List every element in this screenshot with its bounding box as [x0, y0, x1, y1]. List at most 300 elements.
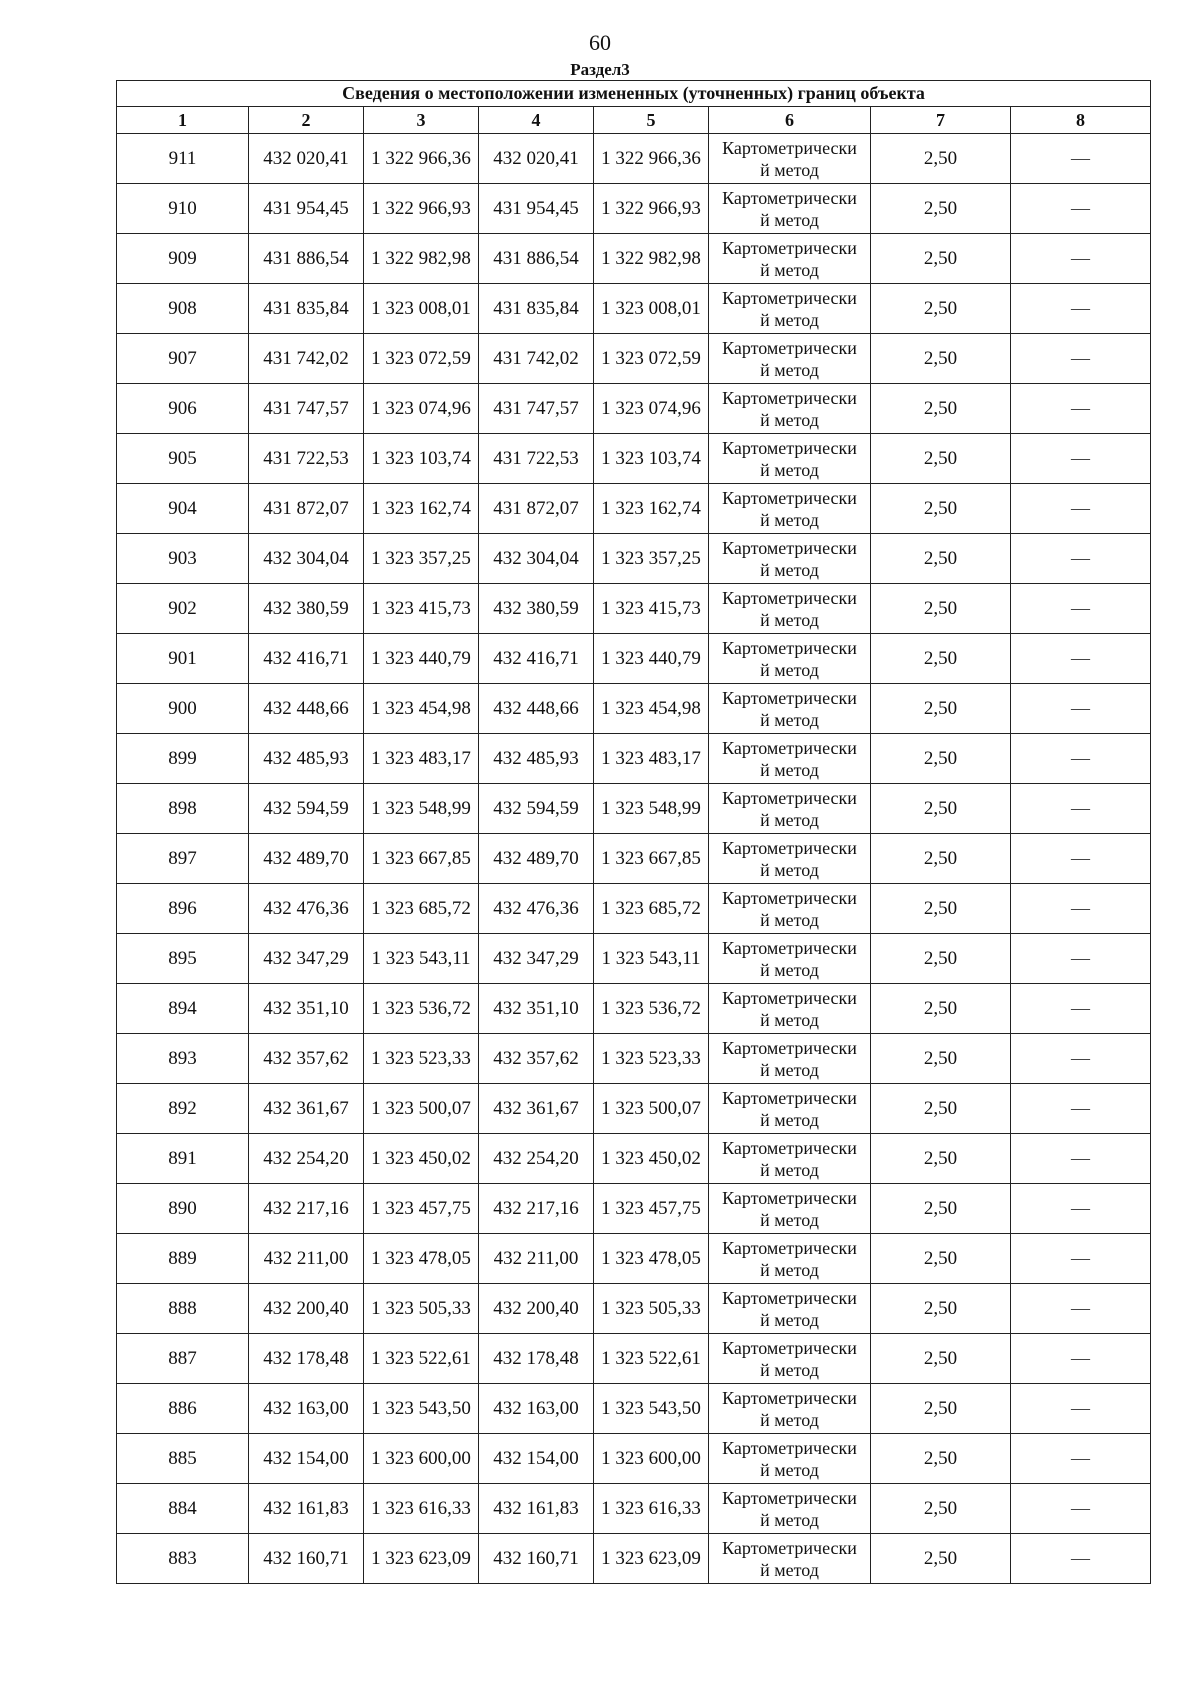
y-new-cell: 1 323 450,02 [594, 1134, 709, 1184]
point-number-cell: 889 [117, 1234, 249, 1284]
note-cell: — [1011, 484, 1151, 534]
note-cell: — [1011, 334, 1151, 384]
method-line-2: й метод [760, 759, 819, 780]
method-line-1: Картометрически [722, 137, 857, 158]
point-number-cell: 904 [117, 484, 249, 534]
y-new-cell: 1 323 162,74 [594, 484, 709, 534]
y-existing-cell: 1 323 685,72 [364, 884, 479, 934]
x-new-cell: 432 361,67 [479, 1084, 594, 1134]
method-cell [709, 684, 871, 734]
accuracy-cell: 2,50 [871, 934, 1011, 984]
x-existing-cell: 432 178,48 [249, 1334, 364, 1384]
y-existing-cell: 1 323 600,00 [364, 1434, 479, 1484]
y-new-cell: 1 323 454,98 [594, 684, 709, 734]
x-new-cell: 432 254,20 [479, 1134, 594, 1184]
y-existing-cell: 1 323 536,72 [364, 984, 479, 1034]
y-new-cell: 1 323 505,33 [594, 1284, 709, 1334]
table-row [117, 384, 1151, 434]
x-new-cell: 431 747,57 [479, 384, 594, 434]
method-cell [709, 1384, 871, 1434]
method-cell [709, 1434, 871, 1484]
y-existing-cell: 1 323 415,73 [364, 584, 479, 634]
note-cell: — [1011, 784, 1151, 834]
x-new-cell: 432 485,93 [479, 734, 594, 784]
x-new-cell: 432 163,00 [479, 1384, 594, 1434]
method-line-1: Картометрически [722, 287, 857, 308]
method-cell [709, 484, 871, 534]
y-new-cell: 1 322 966,93 [594, 184, 709, 234]
method-line-2: й метод [760, 409, 819, 430]
x-new-cell: 431 835,84 [479, 284, 594, 334]
table-row [117, 234, 1151, 284]
method-cell [709, 434, 871, 484]
x-new-cell: 432 200,40 [479, 1284, 594, 1334]
x-existing-cell: 432 254,20 [249, 1134, 364, 1184]
method-line-2: й метод [760, 1159, 819, 1180]
column-header-7: 7 [871, 107, 1011, 134]
y-new-cell: 1 323 440,79 [594, 634, 709, 684]
point-number-cell: 909 [117, 234, 249, 284]
x-existing-cell: 432 485,93 [249, 734, 364, 784]
x-new-cell: 432 178,48 [479, 1334, 594, 1384]
table-row [117, 1284, 1151, 1334]
x-new-cell: 432 020,41 [479, 134, 594, 184]
table-row [117, 784, 1151, 834]
method-line-2: й метод [760, 1309, 819, 1330]
method-line-1: Картометрически [722, 437, 857, 458]
table-row [117, 934, 1151, 984]
note-cell: — [1011, 234, 1151, 284]
method-line-2: й метод [760, 359, 819, 380]
note-cell: — [1011, 634, 1151, 684]
y-new-cell: 1 322 982,98 [594, 234, 709, 284]
x-new-cell: 432 351,10 [479, 984, 594, 1034]
accuracy-cell: 2,50 [871, 434, 1011, 484]
accuracy-cell: 2,50 [871, 1434, 1011, 1484]
table-row [117, 334, 1151, 384]
note-cell: — [1011, 984, 1151, 1034]
table-title-row [117, 81, 1151, 107]
y-new-cell: 1 323 500,07 [594, 1084, 709, 1134]
point-number-cell: 906 [117, 384, 249, 434]
x-existing-cell: 432 476,36 [249, 884, 364, 934]
y-existing-cell: 1 323 008,01 [364, 284, 479, 334]
method-line-2: й метод [760, 559, 819, 580]
method-line-2: й метод [760, 959, 819, 980]
x-new-cell: 431 886,54 [479, 234, 594, 284]
table-row [117, 1334, 1151, 1384]
method-line-1: Картометрически [722, 1187, 857, 1208]
y-new-cell: 1 323 357,25 [594, 534, 709, 584]
table-row [117, 1384, 1151, 1434]
x-existing-cell: 431 722,53 [249, 434, 364, 484]
x-existing-cell: 432 160,71 [249, 1534, 364, 1584]
method-cell [709, 1234, 871, 1284]
point-number-cell: 883 [117, 1534, 249, 1584]
x-existing-cell: 431 872,07 [249, 484, 364, 534]
note-cell: — [1011, 1084, 1151, 1134]
x-new-cell: 432 217,16 [479, 1184, 594, 1234]
method-cell [709, 734, 871, 784]
method-line-1: Картометрически [722, 337, 857, 358]
table-row [117, 1034, 1151, 1084]
column-header-3: 3 [364, 107, 479, 134]
y-existing-cell: 1 323 522,61 [364, 1334, 479, 1384]
y-existing-cell: 1 323 616,33 [364, 1484, 479, 1534]
y-existing-cell: 1 323 357,25 [364, 534, 479, 584]
y-new-cell: 1 323 543,50 [594, 1384, 709, 1434]
method-line-2: й метод [760, 1559, 819, 1580]
x-new-cell: 432 304,04 [479, 534, 594, 584]
note-cell: — [1011, 1334, 1151, 1384]
method-line-2: й метод [760, 709, 819, 730]
method-cell [709, 534, 871, 584]
table-row [117, 584, 1151, 634]
x-new-cell: 432 448,66 [479, 684, 594, 734]
method-cell [709, 1334, 871, 1384]
table-row [117, 634, 1151, 684]
method-line-1: Картометрически [722, 987, 857, 1008]
boundary-table [116, 80, 1151, 1584]
method-line-1: Картометрически [722, 1137, 857, 1158]
y-new-cell: 1 323 074,96 [594, 384, 709, 434]
y-existing-cell: 1 322 966,36 [364, 134, 479, 184]
section-label: Раздел3 [570, 60, 630, 79]
point-number-cell: 884 [117, 1484, 249, 1534]
method-cell [709, 584, 871, 634]
x-existing-cell: 432 161,83 [249, 1484, 364, 1534]
method-line-2: й метод [760, 1359, 819, 1380]
note-cell: — [1011, 684, 1151, 734]
x-existing-cell: 432 357,62 [249, 1034, 364, 1084]
accuracy-cell: 2,50 [871, 1284, 1011, 1334]
table-row [117, 734, 1151, 784]
y-new-cell: 1 323 008,01 [594, 284, 709, 334]
accuracy-cell: 2,50 [871, 234, 1011, 284]
method-cell [709, 184, 871, 234]
method-cell [709, 834, 871, 884]
y-existing-cell: 1 323 543,50 [364, 1384, 479, 1434]
table-row [117, 884, 1151, 934]
table-row [117, 1234, 1151, 1284]
x-existing-cell: 432 304,04 [249, 534, 364, 584]
accuracy-cell: 2,50 [871, 1084, 1011, 1134]
method-cell [709, 1284, 871, 1334]
table-row [117, 1434, 1151, 1484]
method-cell [709, 134, 871, 184]
method-cell [709, 234, 871, 284]
page-number: 60 [589, 30, 611, 55]
note-cell: — [1011, 734, 1151, 784]
x-existing-cell: 432 351,10 [249, 984, 364, 1034]
method-line-1: Картометрически [722, 387, 857, 408]
x-existing-cell: 432 361,67 [249, 1084, 364, 1134]
point-number-cell: 892 [117, 1084, 249, 1134]
method-line-2: й метод [760, 1259, 819, 1280]
column-header-2: 2 [249, 107, 364, 134]
table-row [117, 1084, 1151, 1134]
method-line-2: й метод [760, 1009, 819, 1030]
method-line-2: й метод [760, 1059, 819, 1080]
note-cell: — [1011, 1234, 1151, 1284]
y-existing-cell: 1 323 543,11 [364, 934, 479, 984]
method-line-2: й метод [760, 1509, 819, 1530]
x-new-cell: 431 722,53 [479, 434, 594, 484]
y-new-cell: 1 323 072,59 [594, 334, 709, 384]
x-new-cell: 432 347,29 [479, 934, 594, 984]
y-existing-cell: 1 323 478,05 [364, 1234, 479, 1284]
accuracy-cell: 2,50 [871, 984, 1011, 1034]
accuracy-cell: 2,50 [871, 334, 1011, 384]
method-line-2: й метод [760, 659, 819, 680]
x-existing-cell: 432 020,41 [249, 134, 364, 184]
note-cell: — [1011, 1134, 1151, 1184]
accuracy-cell: 2,50 [871, 1534, 1011, 1584]
method-line-1: Картометрически [722, 1237, 857, 1258]
accuracy-cell: 2,50 [871, 484, 1011, 534]
y-new-cell: 1 323 457,75 [594, 1184, 709, 1234]
method-line-1: Картометрически [722, 1487, 857, 1508]
table-row [117, 184, 1151, 234]
method-cell [709, 934, 871, 984]
note-cell: — [1011, 934, 1151, 984]
point-number-cell: 890 [117, 1184, 249, 1234]
table-row [117, 684, 1151, 734]
method-line-2: й метод [760, 1409, 819, 1430]
x-existing-cell: 432 416,71 [249, 634, 364, 684]
column-header-5: 5 [594, 107, 709, 134]
table-row [117, 434, 1151, 484]
method-cell [709, 884, 871, 934]
method-line-1: Картометрически [722, 237, 857, 258]
note-cell: — [1011, 584, 1151, 634]
accuracy-cell: 2,50 [871, 284, 1011, 334]
method-line-2: й метод [760, 159, 819, 180]
y-existing-cell: 1 323 483,17 [364, 734, 479, 784]
column-header-1: 1 [117, 107, 249, 134]
accuracy-cell: 2,50 [871, 1334, 1011, 1384]
accuracy-cell: 2,50 [871, 534, 1011, 584]
x-existing-cell: 431 835,84 [249, 284, 364, 334]
method-line-1: Картометрически [722, 1037, 857, 1058]
accuracy-cell: 2,50 [871, 584, 1011, 634]
method-line-1: Картометрически [722, 1087, 857, 1108]
method-line-1: Картометрически [722, 1537, 857, 1558]
x-existing-cell: 431 886,54 [249, 234, 364, 284]
point-number-cell: 887 [117, 1334, 249, 1384]
point-number-cell: 885 [117, 1434, 249, 1484]
x-existing-cell: 431 954,45 [249, 184, 364, 234]
method-cell [709, 1084, 871, 1134]
point-number-cell: 901 [117, 634, 249, 684]
y-existing-cell: 1 322 966,93 [364, 184, 479, 234]
point-number-cell: 893 [117, 1034, 249, 1084]
note-cell: — [1011, 1534, 1151, 1584]
note-cell: — [1011, 284, 1151, 334]
note-cell: — [1011, 1484, 1151, 1534]
method-line-2: й метод [760, 259, 819, 280]
table-row [117, 834, 1151, 884]
y-new-cell: 1 323 667,85 [594, 834, 709, 884]
y-new-cell: 1 323 103,74 [594, 434, 709, 484]
table-row [117, 134, 1151, 184]
accuracy-cell: 2,50 [871, 1484, 1011, 1534]
accuracy-cell: 2,50 [871, 1184, 1011, 1234]
x-existing-cell: 432 154,00 [249, 1434, 364, 1484]
y-existing-cell: 1 323 623,09 [364, 1534, 479, 1584]
x-existing-cell: 432 217,16 [249, 1184, 364, 1234]
method-line-2: й метод [760, 459, 819, 480]
method-line-1: Картометрически [722, 937, 857, 958]
point-number-cell: 891 [117, 1134, 249, 1184]
point-number-cell: 886 [117, 1384, 249, 1434]
y-new-cell: 1 323 523,33 [594, 1034, 709, 1084]
y-existing-cell: 1 323 454,98 [364, 684, 479, 734]
table-row [117, 1184, 1151, 1234]
y-existing-cell: 1 322 982,98 [364, 234, 479, 284]
point-number-cell: 898 [117, 784, 249, 834]
column-header-row [117, 107, 1151, 134]
method-cell [709, 634, 871, 684]
method-cell [709, 1484, 871, 1534]
x-existing-cell: 432 347,29 [249, 934, 364, 984]
accuracy-cell: 2,50 [871, 734, 1011, 784]
accuracy-cell: 2,50 [871, 784, 1011, 834]
method-line-1: Картометрически [722, 787, 857, 808]
x-new-cell: 432 160,71 [479, 1534, 594, 1584]
y-new-cell: 1 323 536,72 [594, 984, 709, 1034]
accuracy-cell: 2,50 [871, 1034, 1011, 1084]
y-new-cell: 1 323 616,33 [594, 1484, 709, 1534]
note-cell: — [1011, 1034, 1151, 1084]
table-row [117, 534, 1151, 584]
x-existing-cell: 432 489,70 [249, 834, 364, 884]
y-existing-cell: 1 323 548,99 [364, 784, 479, 834]
method-cell [709, 1184, 871, 1234]
table-row [117, 484, 1151, 534]
method-cell [709, 384, 871, 434]
accuracy-cell: 2,50 [871, 634, 1011, 684]
note-cell: — [1011, 1434, 1151, 1484]
table-row [117, 1484, 1151, 1534]
note-cell: — [1011, 434, 1151, 484]
y-new-cell: 1 323 600,00 [594, 1434, 709, 1484]
point-number-cell: 888 [117, 1284, 249, 1334]
method-cell [709, 1134, 871, 1184]
y-existing-cell: 1 323 505,33 [364, 1284, 479, 1334]
method-line-1: Картометрически [722, 1337, 857, 1358]
point-number-cell: 902 [117, 584, 249, 634]
note-cell: — [1011, 134, 1151, 184]
method-cell [709, 1534, 871, 1584]
y-new-cell: 1 323 522,61 [594, 1334, 709, 1384]
method-line-2: й метод [760, 209, 819, 230]
point-number-cell: 905 [117, 434, 249, 484]
method-line-1: Картометрически [722, 887, 857, 908]
y-new-cell: 1 323 685,72 [594, 884, 709, 934]
column-header-6: 6 [709, 107, 871, 134]
point-number-cell: 910 [117, 184, 249, 234]
column-header-8: 8 [1011, 107, 1151, 134]
y-new-cell: 1 323 415,73 [594, 584, 709, 634]
method-line-1: Картометрически [722, 537, 857, 558]
y-new-cell: 1 322 966,36 [594, 134, 709, 184]
note-cell: — [1011, 1384, 1151, 1434]
accuracy-cell: 2,50 [871, 184, 1011, 234]
x-new-cell: 432 594,59 [479, 784, 594, 834]
note-cell: — [1011, 384, 1151, 434]
accuracy-cell: 2,50 [871, 134, 1011, 184]
x-existing-cell: 431 747,57 [249, 384, 364, 434]
x-existing-cell: 432 594,59 [249, 784, 364, 834]
x-new-cell: 432 211,00 [479, 1234, 594, 1284]
y-existing-cell: 1 323 440,79 [364, 634, 479, 684]
x-new-cell: 432 357,62 [479, 1034, 594, 1084]
x-new-cell: 431 954,45 [479, 184, 594, 234]
method-line-1: Картометрически [722, 837, 857, 858]
table-body [117, 134, 1151, 1584]
note-cell: — [1011, 184, 1151, 234]
x-new-cell: 432 416,71 [479, 634, 594, 684]
x-new-cell: 432 161,83 [479, 1484, 594, 1534]
method-line-1: Картометрически [722, 1437, 857, 1458]
note-cell: — [1011, 1284, 1151, 1334]
method-line-2: й метод [760, 909, 819, 930]
y-new-cell: 1 323 548,99 [594, 784, 709, 834]
point-number-cell: 907 [117, 334, 249, 384]
y-new-cell: 1 323 483,17 [594, 734, 709, 784]
point-number-cell: 899 [117, 734, 249, 784]
y-existing-cell: 1 323 523,33 [364, 1034, 479, 1084]
method-line-1: Картометрически [722, 687, 857, 708]
x-new-cell: 432 154,00 [479, 1434, 594, 1484]
y-existing-cell: 1 323 072,59 [364, 334, 479, 384]
method-line-1: Картометрически [722, 1287, 857, 1308]
method-line-1: Картометрически [722, 737, 857, 758]
method-line-2: й метод [760, 1209, 819, 1230]
method-cell [709, 984, 871, 1034]
method-line-2: й метод [760, 509, 819, 530]
point-number-cell: 908 [117, 284, 249, 334]
method-line-1: Картометрически [722, 637, 857, 658]
y-existing-cell: 1 323 162,74 [364, 484, 479, 534]
note-cell: — [1011, 1184, 1151, 1234]
method-line-1: Картометрически [722, 187, 857, 208]
table-row [117, 1134, 1151, 1184]
table-row [117, 984, 1151, 1034]
y-existing-cell: 1 323 667,85 [364, 834, 479, 884]
method-cell [709, 334, 871, 384]
method-cell [709, 1034, 871, 1084]
table-row [117, 284, 1151, 334]
note-cell: — [1011, 884, 1151, 934]
x-existing-cell: 431 742,02 [249, 334, 364, 384]
y-existing-cell: 1 323 500,07 [364, 1084, 479, 1134]
method-line-2: й метод [760, 609, 819, 630]
x-new-cell: 432 380,59 [479, 584, 594, 634]
point-number-cell: 896 [117, 884, 249, 934]
x-new-cell: 432 489,70 [479, 834, 594, 884]
y-new-cell: 1 323 543,11 [594, 934, 709, 984]
method-line-2: й метод [760, 859, 819, 880]
point-number-cell: 894 [117, 984, 249, 1034]
x-new-cell: 431 872,07 [479, 484, 594, 534]
y-existing-cell: 1 323 103,74 [364, 434, 479, 484]
accuracy-cell: 2,50 [871, 384, 1011, 434]
point-number-cell: 900 [117, 684, 249, 734]
x-existing-cell: 432 211,00 [249, 1234, 364, 1284]
point-number-cell: 903 [117, 534, 249, 584]
